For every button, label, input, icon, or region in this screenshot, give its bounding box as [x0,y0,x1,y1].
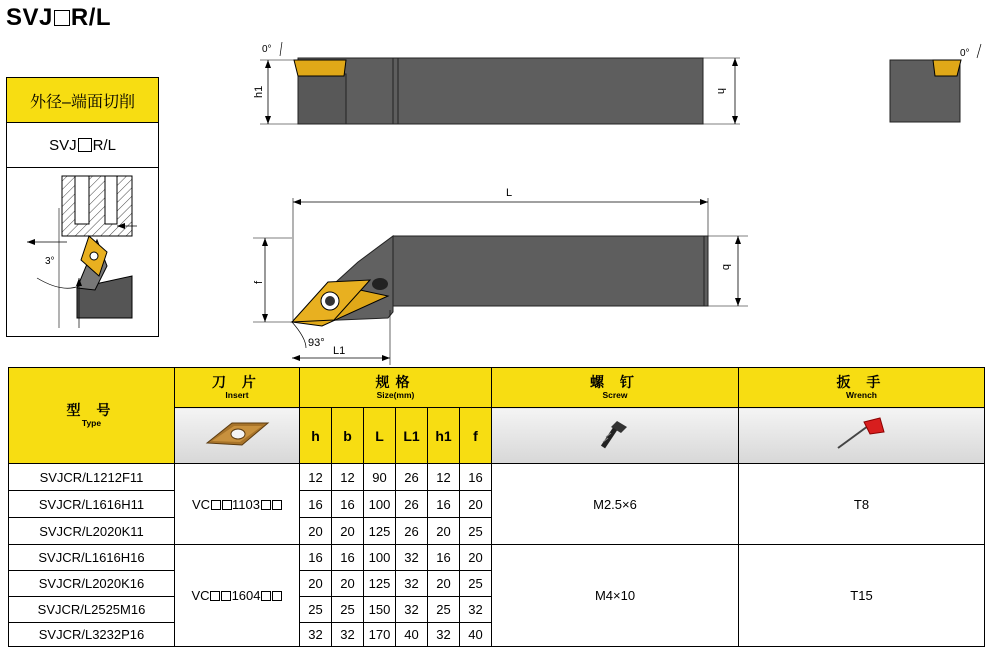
dim-header-L1: L1 [396,408,428,464]
table-row: SVJCR/L1616H11 16 16 100 26 16 20 [9,491,985,518]
placeholder-box-icon [54,10,70,26]
rake-angle-label: 0° [262,44,272,55]
L-label: L [506,187,513,199]
end-angle-label: 0° [960,48,970,59]
insert-header: 刀 片 Insert [175,368,300,408]
application-figure [7,168,158,338]
dim-header-h: h [300,408,332,464]
dim-header-h1: h1 [428,408,460,464]
wrench-header: 扳 手 Wrench [739,368,985,408]
screw-icon [595,417,635,451]
screw-spec: M4×10 [492,545,739,647]
size-header: 规格 Size(mm) [300,368,492,408]
clearance-angle-label: 3° [45,256,55,267]
wrench-spec: T15 [739,545,985,647]
page-title: SVJ R/L [6,4,112,31]
insert-code: VC 1103 [175,464,300,545]
table-row: SVJCR/L1212F11 VC 1103 12 12 90 26 12 16 M2.5×6 T8 [9,464,985,491]
top-view-drawing [248,180,748,370]
wrench-icon [832,414,892,454]
table-row: SVJCR/L3232P16 32 32 170 40 32 40 [9,623,985,647]
f-label: f [253,280,265,284]
wrench-image-cell [739,408,985,464]
approach-angle-label: 93° [308,337,325,349]
table-row: SVJCR/L2020K11 20 20 125 26 20 25 [9,518,985,545]
infobox-model: SVJ R/L [7,123,158,168]
h-label: h [715,88,727,95]
table-row: SVJCR/L2020K16 20 20 125 32 20 25 [9,571,985,597]
turning-application-illustration [7,168,158,338]
type-header: 型 号 Type [9,368,175,464]
screw-image-cell [492,408,739,464]
insert-icon [202,417,272,451]
spec-table [8,367,985,647]
L1-label: L1 [333,345,346,357]
screw-spec: M2.5×6 [492,464,739,545]
wrench-spec: T8 [739,464,985,545]
screw-header: 螺 钉 Screw [492,368,739,408]
application-infobox [6,77,159,337]
table-row: SVJCR/L1616H16 VC 1604 16 16 100 32 16 20 M4×10 T15 [9,545,985,571]
application-heading: 外径–端面切削 [7,78,158,123]
insert-code: VC 1604 [175,545,300,647]
insert-image-cell [175,408,300,464]
table-row: SVJCR/L2525M16 25 25 150 32 25 32 [9,597,985,623]
dim-header-L: L [364,408,396,464]
dim-header-b: b [332,408,364,464]
placeholder-box-icon [78,138,92,152]
dim-header-f: f [460,408,492,464]
side-view-drawing [240,38,740,138]
end-view-drawing [885,40,990,130]
h1-label: h1 [253,85,265,98]
b-label: b [720,264,732,271]
